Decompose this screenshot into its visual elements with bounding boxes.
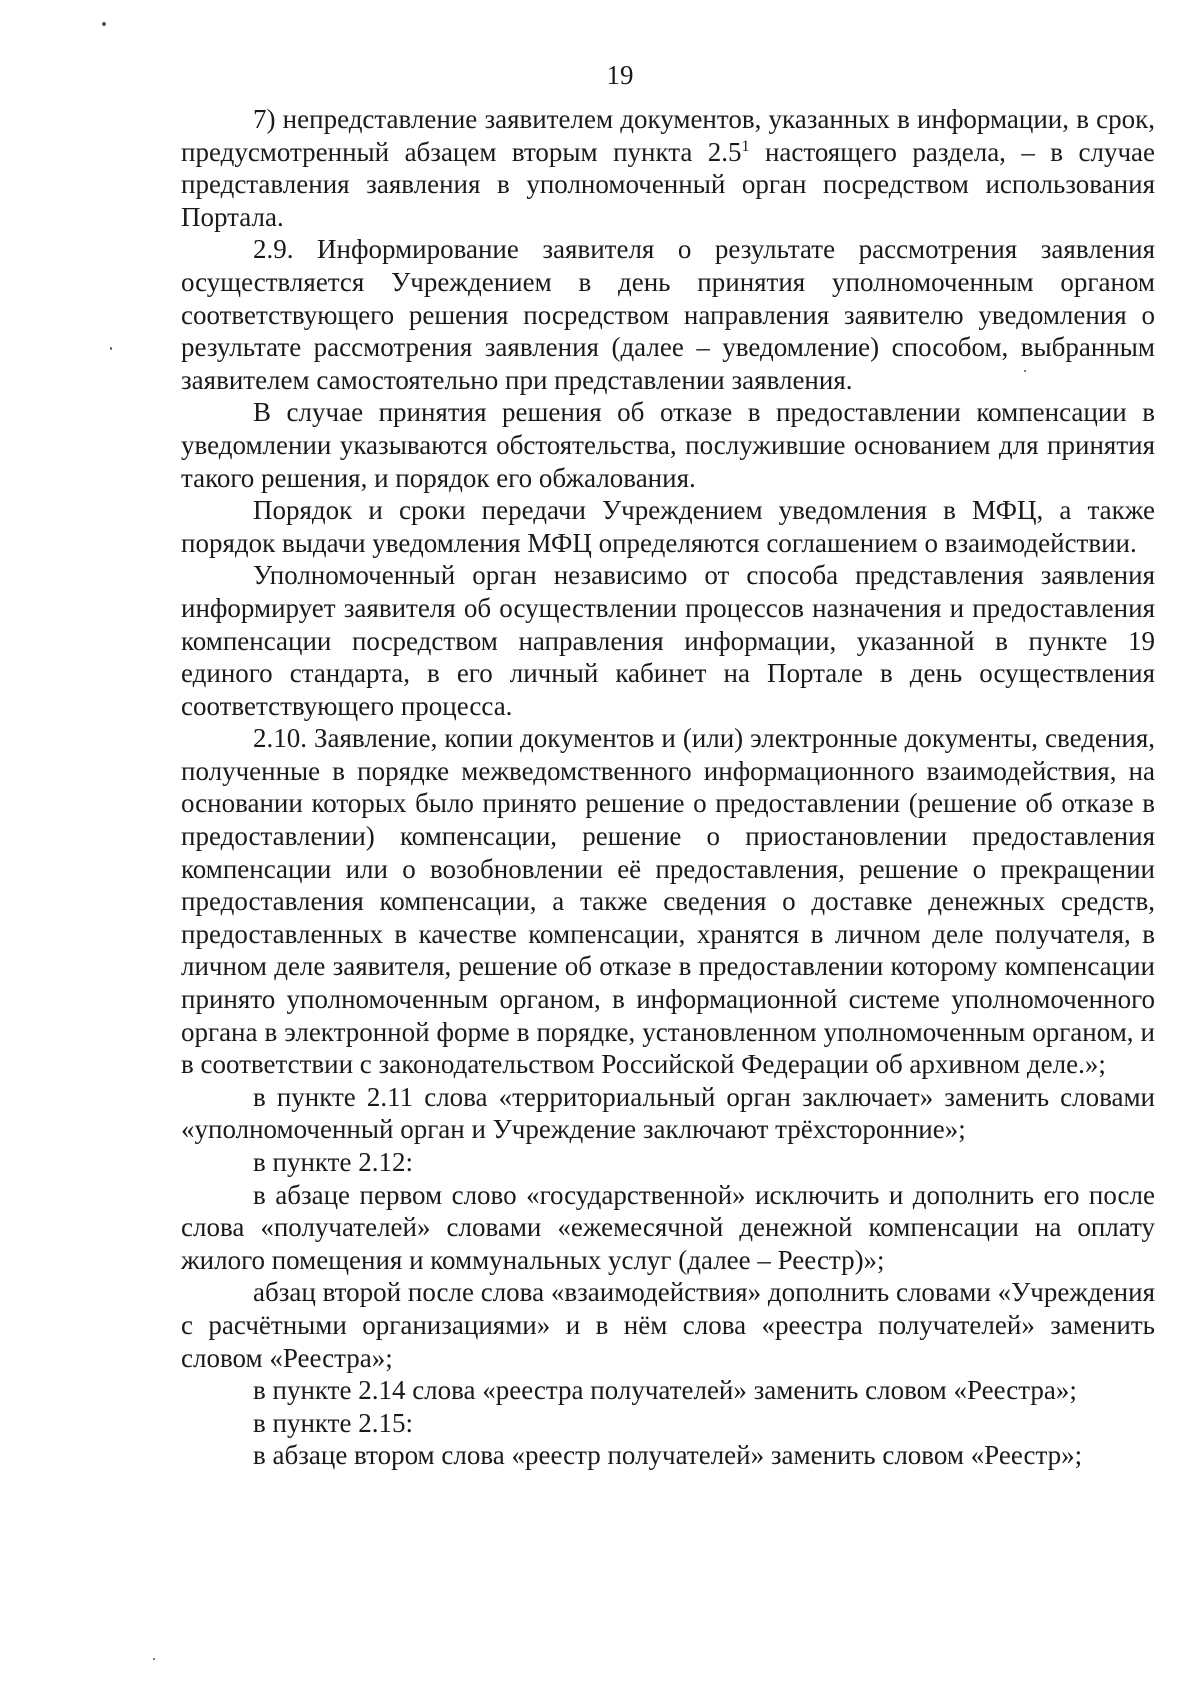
paragraph-item-7: 7) непредставление заявителем документов, указанных в информации, в срок, предусмотренный абзацем вторым пункта $2.5^1$ настоящего раздела, – в случае представления заявления в уполномоченный орган посредством использования Портала. [181,104,1155,232]
scan-speck [110,347,112,350]
paragraph-2-9: 2.9. Информирование заявителя о результате рассмотрения заявления осуществляется Учреждением в день принятия уполномоченным органом соответствующего решения посредством направления заявителю уведомления о результате рассмотрения заявления (далее – уведомление) способом, выбранным заявителем самостоятельно при представлении заявления. [181,234,1155,395]
paragraph-refusal-notice: В случае принятия решения об отказе в предоставлении компенсации в уведомлении указываются обстоятельства, послужившие основанием для принятия такого решения, и порядок его обжалования. [181,397,1155,493]
paragraph-amend-2-12: в пункте 2.12: [253,1147,413,1177]
paragraph-mfc-procedure: Порядок и сроки передачи Учреждением уведомления в МФЦ, а также порядок выдачи уведомления МФЦ определяются соглашением о взаимодействии. [181,495,1155,558]
paragraph-amend-2-14: в пункте 2.14 слова «реестра получателей» заменить словом «Реестра»; [253,1375,1077,1406]
superscript: 1 [741,137,750,155]
scan-speck [102,22,106,26]
paragraph-amend-2-15: в пункте 2.15: [253,1407,413,1438]
scan-speck [153,1658,155,1660]
paragraph-authority-informs: Уполномоченный орган независимо от способа представления заявления информирует заявителя об осуществлении процессов назначения и предоставления компенсации посредством направления информации, указанной в пункте 19 единого стандарта, в его личный кабинет на Портале в день осуществления соответствующего процесса. [181,560,1155,721]
page-number: 19 [606,60,634,90]
paragraph-amend-2-15-second: в абзаце втором слова «реестр получателей» заменить словом «Реестр»; [253,1440,1083,1471]
paragraph-2-10: 2.10. Заявление, копии документов и (или) электронные документы, сведения, полученные в порядке межведомственного информационного взаимодействия, на основании которых было принято решение о предоставлении (решение об отказе в предоставлении) компенсации, решение о приостановлении предоставления компенсации или о возобновлении её предоставления, решение о прекращении предоставления компенсации, а также сведения о доставке денежных средств, предоставленных в качестве компенсации, хранятся в личном деле получателя, в личном деле заявителя, решение об отказе в предоставлении которому компенсации принято уполномоченным органом, в информационной системе уполномоченного органа в электронной форме в порядке, установленном уполномоченным органом, и в соответствии с законодательством Российской Федерации об архивном деле.»; [181,723,1155,1080]
document-body [181,103,1155,1472]
paragraph-amend-2-11: в пункте 2.11 слова «территориальный орган заключает» заменить словами «уполномоченный орган и Учреждение заключают трёхсторонние»; [181,1081,1155,1145]
paragraph-amend-2-12-first: в абзаце первом слово «государственной» исключить и дополнить его после слова «получателей» словами «ежемесячной денежной компенсации на оплату жилого помещения и коммунальных услуг (далее – Реестр)»; [181,1179,1155,1275]
paragraph-amend-2-12-second: абзац второй после слова «взаимодействия» дополнить словами «Учреждения с расчётными организациями» и в нём слова «реестра получателей» заменить словом «Реестра»; [181,1277,1155,1373]
